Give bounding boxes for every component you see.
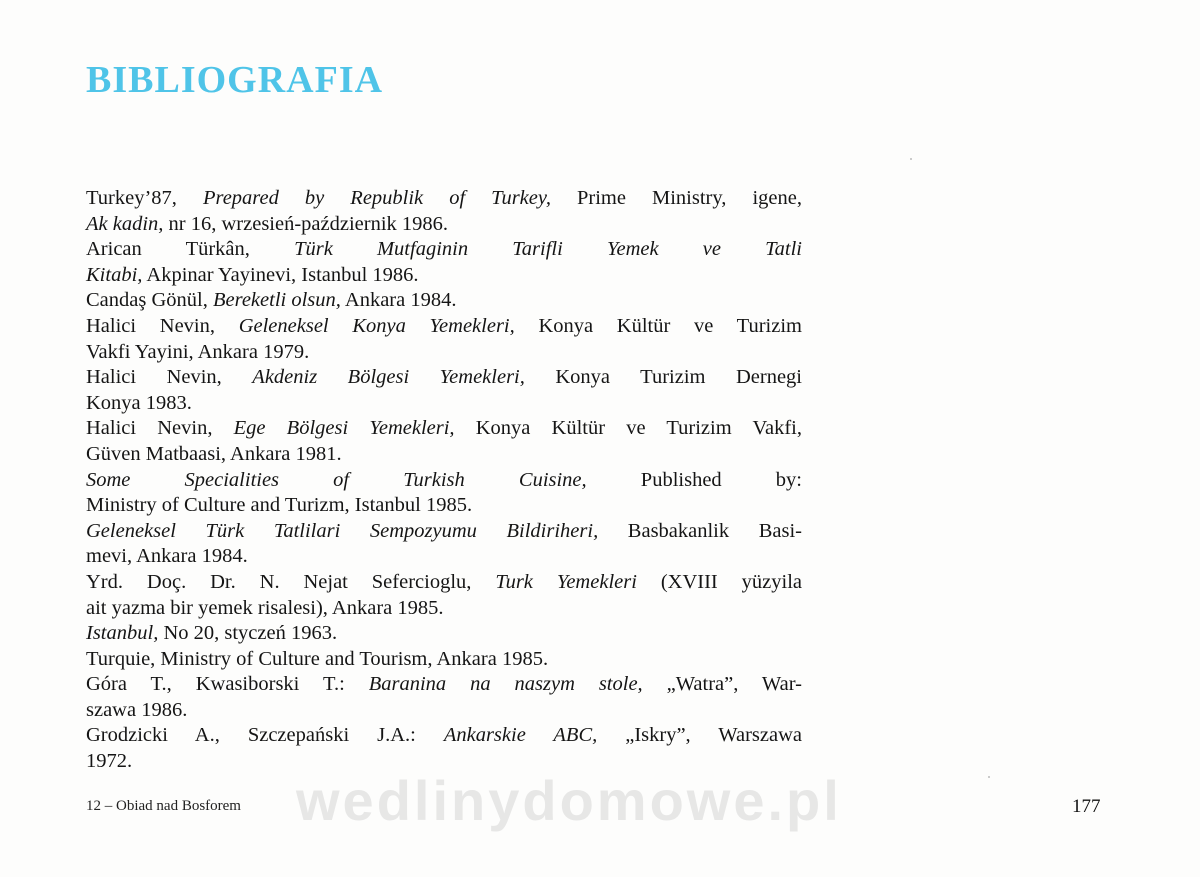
entry-line — [86, 442, 802, 468]
entry-text: Grodzicki A., Szczepański J.A.: — [86, 724, 444, 747]
entry-line — [86, 391, 802, 417]
entry-text: Turkey’87, — [86, 187, 203, 209]
entry-title-text: Ankarskie ABC, — [443, 724, 598, 747]
entry-text: Akpinar Yayinevi, Istanbul 1986. — [142, 263, 419, 286]
bibliography-entry — [86, 288, 802, 314]
entry-line — [86, 237, 802, 263]
entry-text: szawa 1986. — [86, 698, 188, 721]
paper-speck — [988, 776, 990, 778]
entry-text: Ministry of Culture and Turizm, Istanbul 1985. — [86, 494, 473, 517]
bibliography-entry — [86, 621, 802, 647]
bibliography-entry — [86, 570, 802, 621]
entry-line — [86, 723, 802, 749]
entry-title-text: Kitabi, — [86, 263, 143, 286]
entry-text: No 20, styczeń 1963. — [158, 622, 338, 645]
entry-line — [86, 186, 802, 212]
entry-line — [86, 519, 802, 545]
entry-title-text: Bereketli olsun, — [212, 289, 341, 312]
paper-speck — [910, 158, 912, 160]
entry-title-text: Akdeniz Bölgesi Yemekleri, — [252, 366, 525, 389]
entry-text: Halici Nevin, — [86, 366, 253, 389]
bibliography-entry — [86, 237, 802, 288]
entry-text: Arican Türkân, — [86, 238, 295, 261]
entry-text: nr 16, wrzesień-październik 1986. — [163, 212, 449, 235]
entry-line — [86, 340, 802, 366]
entry-title-text: Geleneksel Konya Yemekleri, — [238, 314, 515, 337]
entry-line — [86, 365, 802, 391]
entry-text: ait yazma bir yemek risalesi), Ankara 1985. — [86, 596, 444, 619]
entry-line — [86, 314, 802, 340]
entry-text: (XVIII yüzyila — [636, 570, 802, 593]
entry-text: „Iskry”, Warszawa — [597, 724, 802, 747]
entry-text: „Watra”, War- — [642, 673, 802, 696]
bibliography-entry — [86, 314, 802, 365]
bibliography-entry — [86, 186, 802, 237]
entry-title-text: Prepared by Republik of Turkey, — [202, 187, 551, 209]
entry-text: Konya 1983. — [86, 391, 192, 414]
entry-line — [86, 416, 802, 442]
entry-text: Konya Turizim Dernegi — [524, 366, 802, 389]
entry-line — [86, 468, 802, 494]
watermark: wedlinydomowe.pl — [296, 769, 842, 832]
entry-title-text: Turk Yemekleri — [495, 570, 637, 593]
bibliography-entry — [86, 416, 802, 467]
entry-text: Turquie, Ministry of Culture and Tourism, Ankara 1985. — [86, 647, 549, 670]
entry-line — [86, 212, 802, 238]
entry-line — [86, 647, 802, 673]
page-title: BIBLIOGRAFIA — [86, 59, 384, 101]
entry-text: Güven Matbaasi, Ankara 1981. — [86, 442, 342, 465]
entry-text: Halici Nevin, — [86, 314, 239, 337]
entry-line — [86, 621, 802, 647]
entry-text: Halici Nevin, — [86, 417, 234, 440]
bibliography-entry — [86, 468, 802, 519]
entry-line — [86, 570, 802, 596]
entry-line — [86, 288, 802, 314]
entry-text: Ankara 1984. — [340, 289, 457, 312]
entry-text: Basbakanlik Basi- — [598, 519, 802, 542]
entry-line — [86, 672, 802, 698]
footer-chapter-label: 12 – Obiad nad Bosforem — [86, 798, 241, 814]
bibliography-list — [86, 186, 802, 775]
bibliography-entry — [86, 672, 802, 723]
entry-title-text: Some Specialities of Turkish Cuisine, — [86, 468, 587, 491]
entry-text: Yrd. Doç. Dr. N. Nejat Sefercioglu, — [86, 570, 496, 593]
entry-text: Vakfi Yayini, Ankara 1979. — [86, 340, 310, 363]
entry-line — [86, 698, 802, 724]
bibliography-entry — [86, 519, 802, 570]
entry-text: 1972. — [86, 750, 133, 773]
bibliography-entry — [86, 723, 802, 774]
entry-text: Prime Ministry, igene, — [550, 187, 802, 209]
entry-title-text: Ege Bölgesi Yemekleri, — [233, 417, 455, 440]
entry-line — [86, 493, 802, 519]
entry-title-text: Baranina na naszym stole, — [368, 673, 643, 696]
entry-text: Góra T., Kwasiborski T.: — [86, 673, 369, 696]
entry-text: Candaş Gönül, — [86, 289, 213, 312]
entry-title-text: Türk Mutfaginin Tarifli Yemek ve Tatli — [294, 238, 802, 261]
entry-text: mevi, Ankara 1984. — [86, 545, 248, 568]
bibliography-entry — [86, 365, 802, 416]
entry-title-text: Ak kadin, — [86, 212, 164, 235]
entry-line — [86, 596, 802, 622]
entry-text: Konya Kültür ve Turizim Vakfi, — [454, 417, 802, 440]
entry-text: Published by: — [586, 468, 802, 491]
bibliography-entry — [86, 647, 802, 673]
page-number: 177 — [1072, 796, 1101, 817]
entry-text: Konya Kültür ve Turizim — [514, 314, 802, 337]
entry-line — [86, 263, 802, 289]
entry-title-text: Geleneksel Türk Tatlilari Sempozyumu Bildiriheri, — [86, 519, 599, 542]
entry-line — [86, 544, 802, 570]
entry-title-text: Istanbul, — [86, 622, 159, 645]
